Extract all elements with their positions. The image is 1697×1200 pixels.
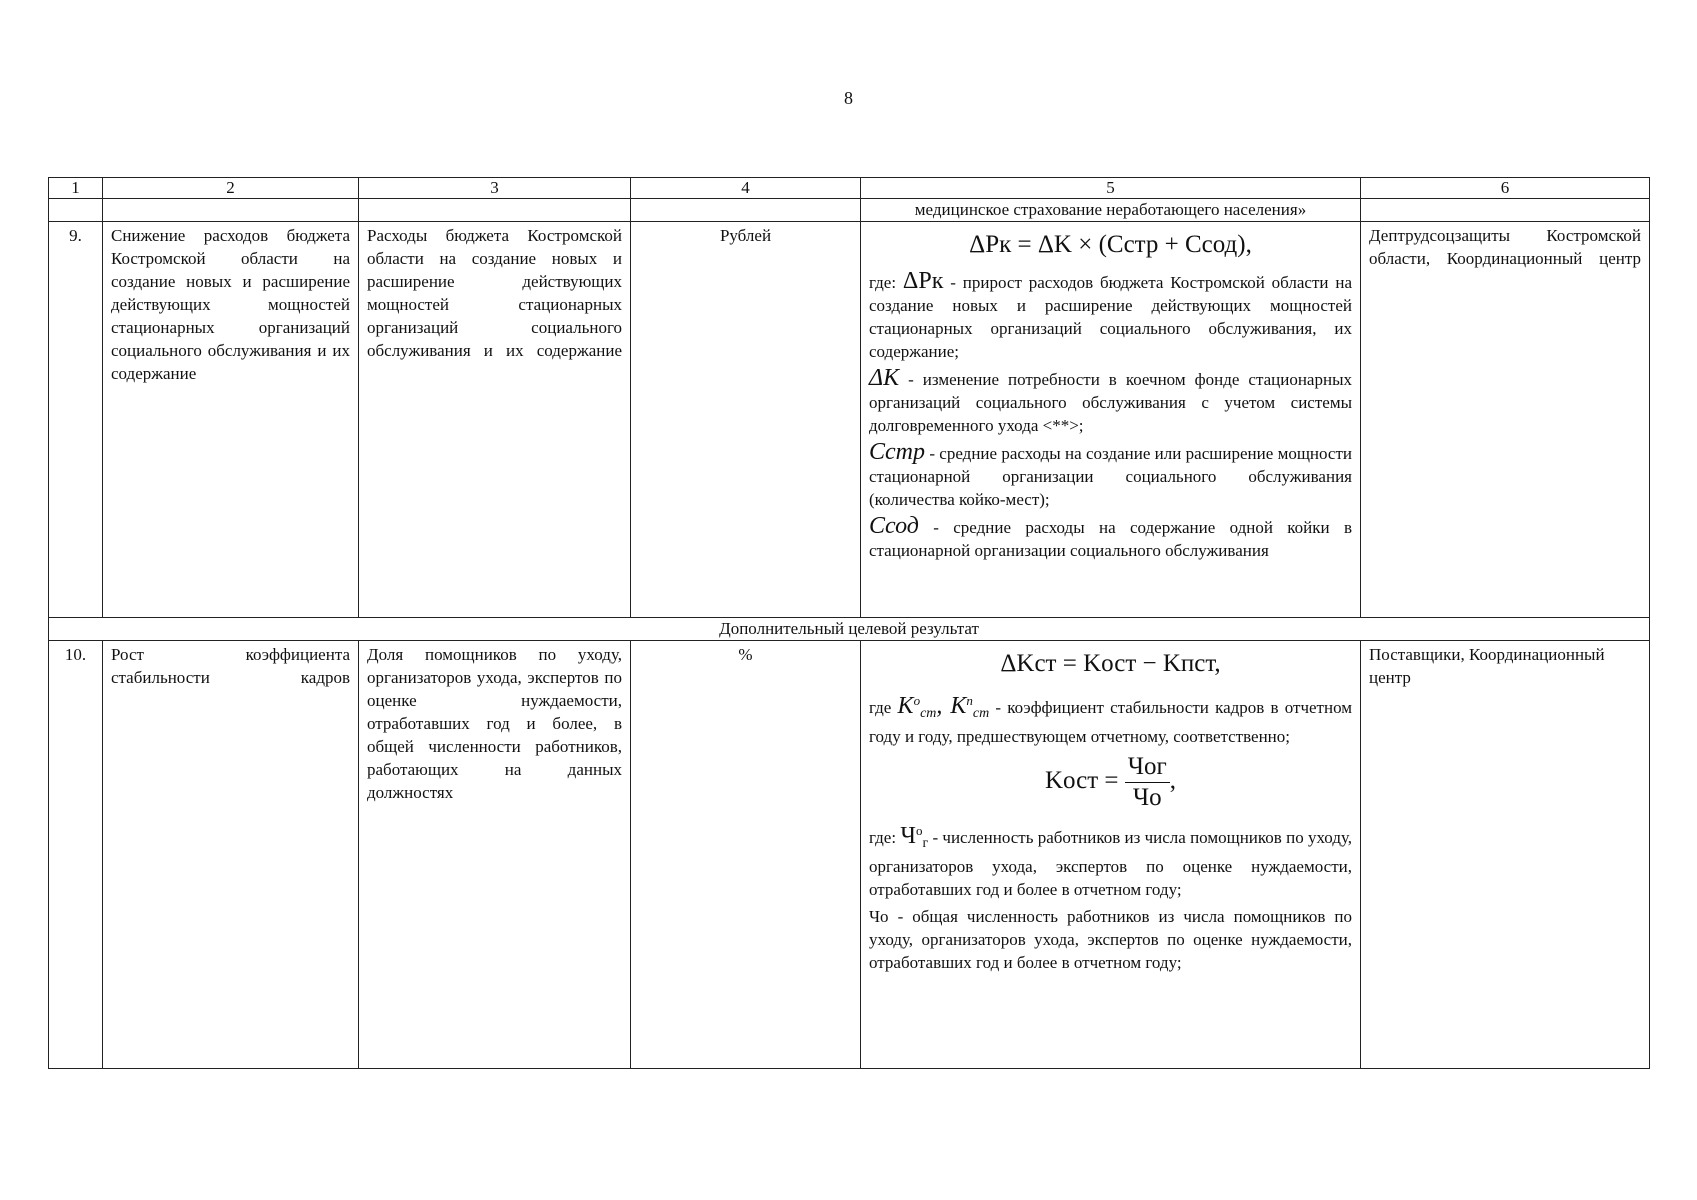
formula-delta-k-st: ΔKст = Kост − Kпст, bbox=[1000, 650, 1221, 677]
row-indicator: Расходы бюджета Костромской области на создание новых и расширение действующих мощностей стационарных организаций социального обслуживания и их содержание bbox=[359, 222, 631, 618]
header-cell-2: 2 bbox=[103, 178, 359, 199]
header-cell-3: 3 bbox=[359, 178, 631, 199]
definition-text: - коэффициент стабильности кадров в отчетном году и году, предшествующем отчетному, соответственно; bbox=[869, 698, 1353, 746]
section-row bbox=[49, 618, 1650, 641]
row-method bbox=[861, 222, 1361, 618]
symbol-delta-p: ΔРк bbox=[902, 268, 944, 294]
symbol-delta-k: ΔK bbox=[869, 365, 900, 391]
row-number: 10. bbox=[49, 641, 103, 1069]
row-indicator: Доля помощников по уходу, организаторов ухода, экспертов по оценке нуждаемости, отработавших год и более, в общей численности работников, работающих на данных должностях bbox=[359, 641, 631, 1069]
continuation-row bbox=[49, 199, 1650, 222]
symbol-k-st: $K^о_{ст}$, $K^п_{ст}$ bbox=[897, 693, 990, 721]
continuation-text: медицинское страхование неработающего населения» bbox=[861, 199, 1361, 222]
header-cell-1: 1 bbox=[49, 178, 103, 199]
formula-left: Kост = bbox=[1044, 767, 1119, 795]
header-cell-4: 4 bbox=[631, 178, 861, 199]
definition-k-st bbox=[869, 689, 1352, 748]
definition-text: - средние расходы на создание или расширение мощности стационарной организации социального обслуживания (количества койко-мест); bbox=[869, 444, 1353, 509]
definition-text: - изменение потребности в коечном фонде стационарных организаций социального обслуживания с учетом системы долговременного ухода <**>; bbox=[869, 370, 1352, 435]
formula-k-st: Kост = $\frac{\text{Чог}}{Чо}$ , bbox=[1044, 753, 1177, 811]
definition-ch-g bbox=[869, 819, 1352, 901]
row-result-name: Снижение расходов бюджета Костромской области на создание новых и расширение действующих мощностей стационарных организаций социального обслуживания и их содержание bbox=[103, 222, 359, 618]
fraction-denominator: Чо bbox=[1132, 784, 1162, 811]
definition-delta-p bbox=[869, 270, 1352, 363]
definition-text: - общая численность работников из числа помощников по уходу, организаторов ухода, экспертов по оценке нуждаемости, отработавших год и более в отчетном году; bbox=[869, 907, 1352, 972]
where-label: где bbox=[869, 698, 892, 717]
header-cell-5: 5 bbox=[861, 178, 1361, 199]
row-unit: % bbox=[631, 641, 861, 1069]
row-result-name: Рост коэффициента стабильности кадров bbox=[103, 641, 359, 1069]
table-row bbox=[49, 641, 1650, 1069]
formula-fraction bbox=[1125, 752, 1170, 813]
definition-delta-k bbox=[869, 367, 1352, 437]
formula-delta-p: ΔРк = ΔK × (Cстр + Cсод), bbox=[969, 231, 1252, 258]
symbol-ch: Чо bbox=[869, 907, 889, 926]
row-responsible: Дептрудсоцзащиты Костромской области, Координационный центр bbox=[1361, 222, 1650, 618]
fraction-numerator: Чог bbox=[1125, 752, 1170, 783]
where-label: где: bbox=[869, 828, 897, 847]
indicators-table bbox=[48, 177, 1650, 1069]
row-responsible: Поставщики, Координационный центр bbox=[1361, 641, 1650, 1069]
symbol-c-str: Cстр bbox=[869, 439, 925, 465]
page-number: 8 bbox=[844, 88, 853, 108]
definition-ch bbox=[869, 905, 1352, 974]
definition-text: - численность работников из числа помощников по уходу, организаторов ухода, экспертов по оценке нуждаемости, отработавших год и более в отчетном году; bbox=[869, 828, 1353, 899]
where-label: где: bbox=[869, 273, 897, 292]
header-row bbox=[49, 178, 1650, 199]
definition-c-sod bbox=[869, 515, 1352, 562]
definition-text: - средние расходы на содержание одной койки в стационарной организации социального обслуживания bbox=[869, 518, 1352, 560]
row-number: 9. bbox=[49, 222, 103, 618]
header-cell-6: 6 bbox=[1361, 178, 1650, 199]
section-title: Дополнительный целевой результат bbox=[49, 618, 1650, 641]
table-row bbox=[49, 222, 1650, 618]
row-unit: Рублей bbox=[631, 222, 861, 618]
row-method bbox=[861, 641, 1361, 1069]
definition-text: - прирост расходов бюджета Костромской области на создание новых и расширение действующих мощностей стационарных организаций социального обслуживания, их содержание; bbox=[869, 273, 1353, 361]
symbol-c-sod: Cсод bbox=[869, 513, 919, 539]
definition-c-str bbox=[869, 441, 1352, 511]
symbol-ch-g: $Ч^о_г$ bbox=[900, 823, 929, 851]
